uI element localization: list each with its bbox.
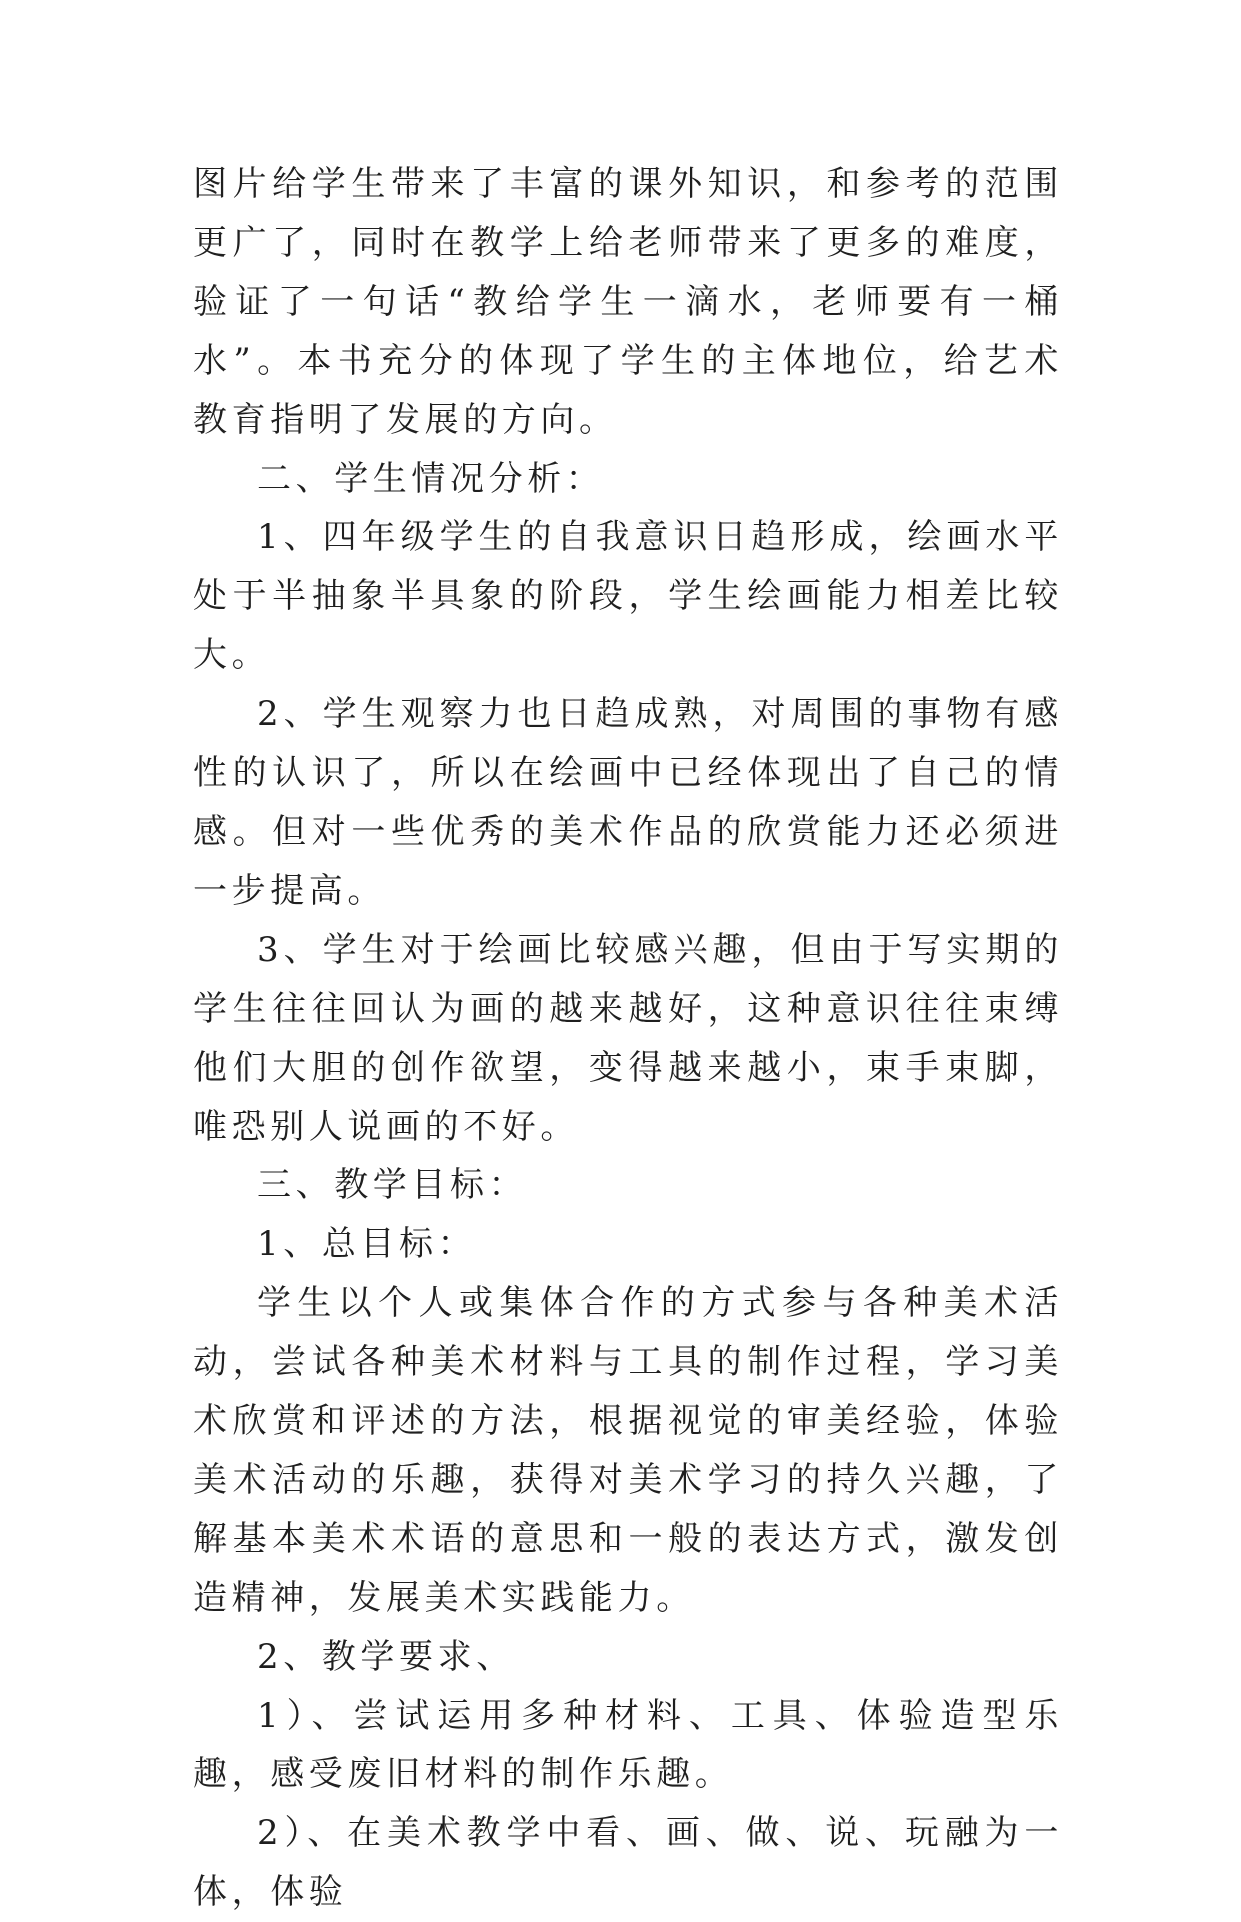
heading-teaching-requirements: 2、教学要求、 <box>257 1636 515 1677</box>
paragraph-overall-goal: 学生以个人或集体合作的方式参与各种美术活动，尝试各种美术材料与工具的制作过程，学习美术欣赏和评述的方法，根据视觉的审美经验，体验美术活动的乐趣，获得对美术学习的持久兴趣，了解基本美术术语的意思和一般的表达方式，激发创造精神，发展美术实践能力。 <box>193 1283 1063 1618</box>
heading-overall-goal: 1、总目标： <box>257 1224 477 1265</box>
paragraph-intro-continued: 图片给学生带来了丰富的课外知识，和参考的范围更广了，同时在教学上给老师带来了更多的难度，验证了一句话“教给学生一滴水，老师要有一桶水”。本书充分的体现了学生的主体地位，给艺术教育指明了发展的方向。 <box>193 164 1063 440</box>
heading-student-analysis: 二、学生情况分析： <box>257 458 605 499</box>
paragraph-analysis-3: 3、学生对于绘画比较感兴趣，但由于写实期的学生往往回认为画的越来越好，这种意识往往束缚他们大胆的创作欲望，变得越来越小，束手束脚，唯恐别人说画的不好。 <box>193 929 1063 1147</box>
paragraph-analysis-2: 2、学生观察力也日趋成熟，对周围的事物有感性的认识了，所以在绘画中已经体现出了自己的情感。但对一些优秀的美术作品的欣赏能力还必须进一步提高。 <box>193 694 1063 911</box>
heading-teaching-goals: 三、教学目标： <box>257 1165 528 1206</box>
paragraph-requirement-2: 2）、在美术教学中看、画、做、说、玩融为一体，体验 <box>193 1813 1063 1913</box>
document-body <box>193 155 1063 1922</box>
paragraph-requirement-1: 1）、尝试运用多种材料、工具、体验造型乐趣，感受废旧材料的制作乐趣。 <box>193 1695 1063 1795</box>
paragraph-analysis-1: 1、四年级学生的自我意识日趋形成，绘画水平处于半抽象半具象的阶段，学生绘画能力相差比较大。 <box>193 517 1063 676</box>
